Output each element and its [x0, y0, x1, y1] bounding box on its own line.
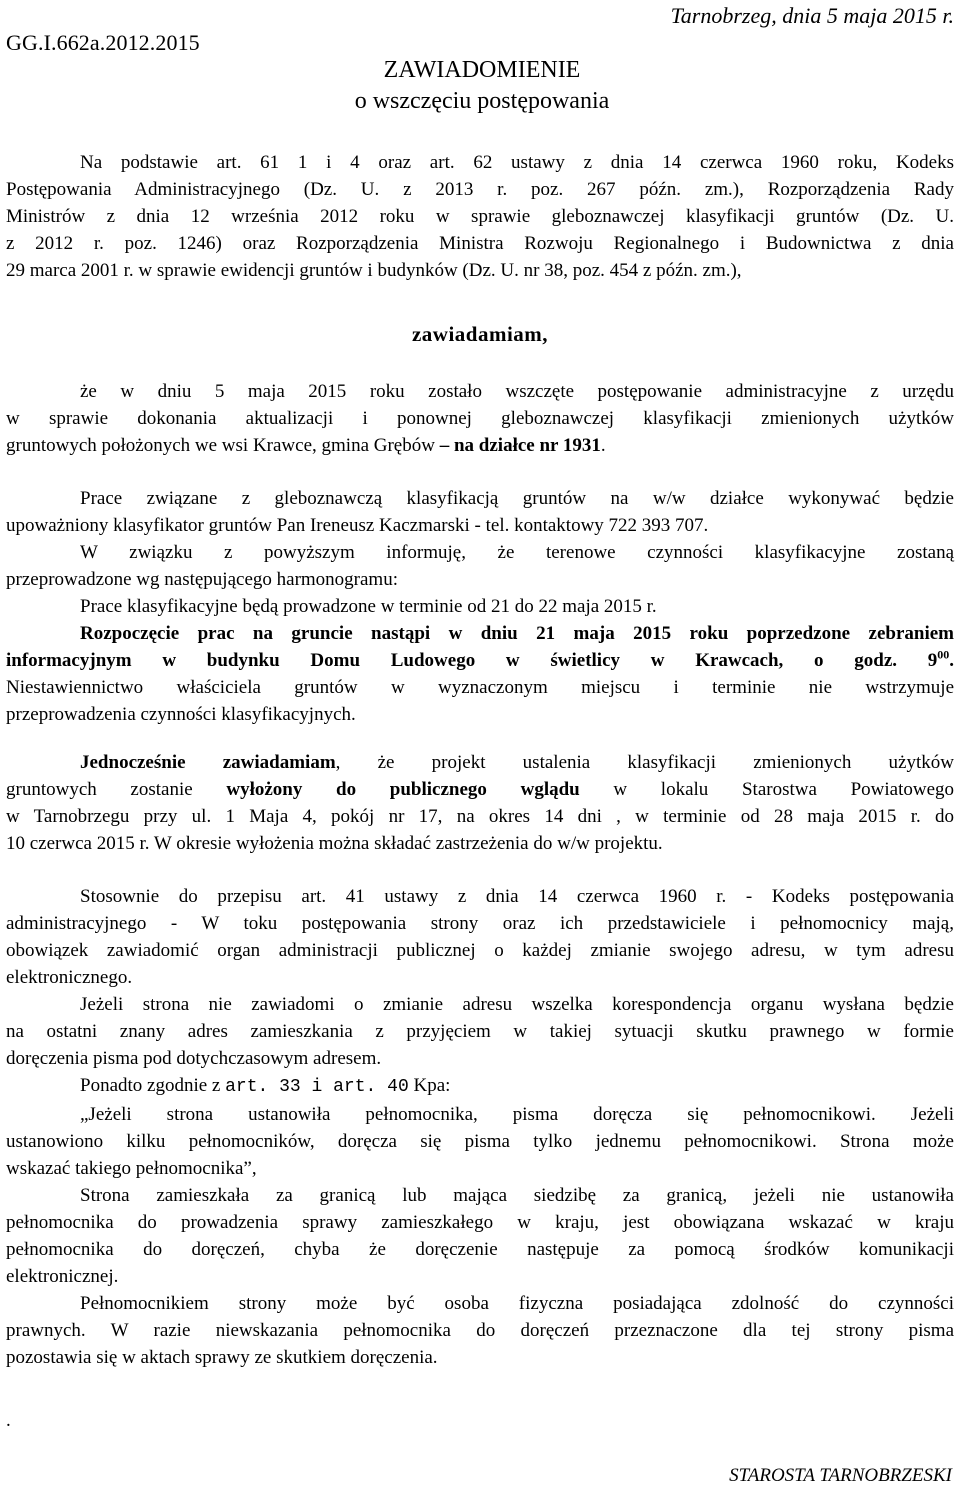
text-span: wyłożony do publicznego wglądu — [226, 779, 580, 800]
text-line: pełnomocnika do prowadzenia sprawy zamieszkałego w kraju, jest obowiązana wskazać w kraju — [6, 1212, 954, 1233]
text-line: obowiązek zawiadomić organ administracji publicznej o każdej zmianie swojego adresu, w tym adresu — [6, 940, 954, 961]
document-title: ZAWIADOMIENIE — [383, 57, 581, 83]
text-span: . — [600, 435, 606, 456]
text-line: Postępowania Administracyjnego (Dz. U. z 2013 r. poz. 267 późn. zm.), Rozporządzenia Rady — [6, 179, 954, 200]
public-display-paragraph — [6, 749, 954, 857]
text-span: Kpa: — [408, 1075, 451, 1096]
text-line: przeprowadzenia czynności klasyfikacyjnych. — [6, 704, 356, 725]
text-line: na ostatni znany adres zamieszkania z przyjęciem w takiej sytuacji skutku prawnego w formie — [6, 1021, 954, 1042]
text-line: z 2012 r. poz. 1246) oraz Rozporządzenia Ministra Rozwoju Regionalnego i Budownictwa z dnia — [6, 233, 954, 254]
document-subtitle: o wszczęciu postępowania — [354, 88, 610, 114]
text-line: upoważniony klasyfikator gruntów Pan Ireneusz Kaczmarski - tel. kontaktowy 722 393 707. — [6, 515, 709, 536]
text-line — [6, 749, 954, 776]
text-line: pozostawia się w aktach sprawy ze skutkiem doręczenia. — [6, 1347, 438, 1368]
announcement-heading: zawiadamiam, — [411, 322, 549, 346]
text-line: Pełnomocnikiem strony może być osoba fizyczna posiadająca zdolność do czynności — [80, 1293, 954, 1314]
initiation-paragraph — [6, 378, 954, 459]
text-line: przeprowadzone wg następującego harmonogramu: — [6, 569, 398, 590]
text-line: elektronicznej. — [6, 1266, 119, 1287]
case-reference: GG.I.662a.2012.2015 — [6, 30, 200, 55]
text-line: Prace związane z gleboznawczą klasyfikacją gruntów na w/w działce wykonywać będzie — [80, 488, 954, 509]
address-obligation-paragraph — [6, 883, 954, 1371]
text-line: Strona zamieszkała za granicą lub mająca siedzibę za granicą, jeżeli nie ustanowiła — [80, 1185, 954, 1206]
parcel-number: – na działce nr 1931 — [439, 435, 601, 456]
text-span: w lokalu Starostwa Powiatowego — [579, 779, 955, 800]
article-reference: art. 33 i art. 40 — [225, 1077, 409, 1097]
text-line: że w dniu 5 maja 2015 roku zostało wszczęte postępowanie administracyjne z urzędu — [80, 381, 954, 402]
text-line: administracyjnego - W toku postępowania strony oraz ich przedstawiciele i pełnomocnicy mają, — [6, 913, 954, 934]
place-date: Tarnobrzeg, dnia 5 maja 2015 r. — [670, 3, 954, 28]
legal-basis-paragraph — [6, 149, 954, 284]
text-line: Jeżeli strona nie zawiadomi o zmianie adresu wszelka korespondencja organu wysłana będzie — [80, 994, 954, 1015]
text-line: ustanowiono kilku pełnomocników, doręcza się pisma tylko jednemu pełnomocnikowi. Strona może — [6, 1131, 954, 1152]
text-line: Prace klasyfikacyjne będą prowadzone w terminie od 21 do 22 maja 2015 r. — [80, 596, 657, 617]
text-line: 29 marca 2001 r. w sprawie ewidencji gruntów i budynków (Dz. U. nr 38, poz. 454 z późn. zm.), — [6, 260, 742, 281]
text-span: Ponadto zgodnie z — [80, 1075, 226, 1096]
text-line: prawnych. W razie niewskazania pełnomocnika do doręczeń przeznaczone dla tej strony pisma — [6, 1320, 954, 1341]
text-span: gruntowych położonych we wsi Krawce, gmina Grębów — [6, 435, 440, 456]
stray-dot: . — [6, 1410, 11, 1431]
text-line — [6, 776, 954, 803]
text-line: W związku z powyższym informuję, że terenowe czynności klasyfikacyjne zostaną — [80, 542, 954, 563]
text-line: 10 czerwca 2015 r. W okresie wyłożenia można składać zastrzeżenia do w/w projektu. — [6, 833, 663, 854]
text-line: Na podstawie art. 61 1 i 4 oraz art. 62 ustawy z dnia 14 czerwca 1960 roku, Kodeks — [80, 152, 954, 173]
text-line: „Jeżeli strona ustanowiła pełnomocnika, pisma doręcza się pełnomocnikowi. Jeżeli — [80, 1104, 954, 1125]
text-line: Niestawiennictwo właściciela gruntów w wyznaczonym miejscu i terminie nie wstrzymuje — [6, 677, 954, 698]
text-span: , że projekt ustalenia klasyfikacji zmienionych użytków — [335, 752, 954, 773]
text-line: Stosownie do przepisu art. 41 ustawy z dnia 14 czerwca 1960 r. - Kodeks postępowania — [80, 886, 954, 907]
text-line: w sprawie dokonania aktualizacji i ponownej gleboznawczej klasyfikacji zmienionych użytków — [6, 408, 954, 429]
text-span: Jednocześnie zawiadamiam — [80, 752, 336, 773]
signature: STAROSTA TARNOBRZESKI — [729, 1465, 952, 1486]
text-span: . — [949, 650, 954, 671]
text-line: Ministrów z dnia 12 września 2012 roku w sprawie gleboznawczej klasyfikacji gruntów (Dz. U. — [6, 206, 954, 227]
text-line: Rozpoczęcie prac na gruncie nastąpi w dniu 21 maja 2015 roku poprzedzone zebraniem — [80, 623, 954, 644]
schedule-paragraph — [6, 485, 954, 728]
text-line: pełnomocnika do doręczeń, chyba że doręczenie następuje za pomocą środków komunikacji — [6, 1239, 954, 1260]
text-line: w Tarnobrzegu przy ul. 1 Maja 4, pokój nr 17, na okres 14 dni , w terminie od 28 maja 2015 r. do — [6, 806, 954, 827]
text-line — [6, 1072, 954, 1101]
text-line: wskazać takiego pełnomocnika”, — [6, 1158, 257, 1179]
text-line — [6, 432, 954, 459]
text-span: gruntowych zostanie — [6, 779, 227, 800]
text-span: informacyjnym w budynku Domu Ludowego w świetlicy w Krawcach, o godz. 9 — [6, 650, 938, 671]
text-line: doręczenia pisma pod dotychczasowym adresem. — [6, 1048, 382, 1069]
text-line: elektronicznego. — [6, 967, 133, 988]
document-page — [6, 0, 954, 1492]
time-superscript: 00 — [937, 647, 950, 662]
text-line — [6, 647, 954, 674]
